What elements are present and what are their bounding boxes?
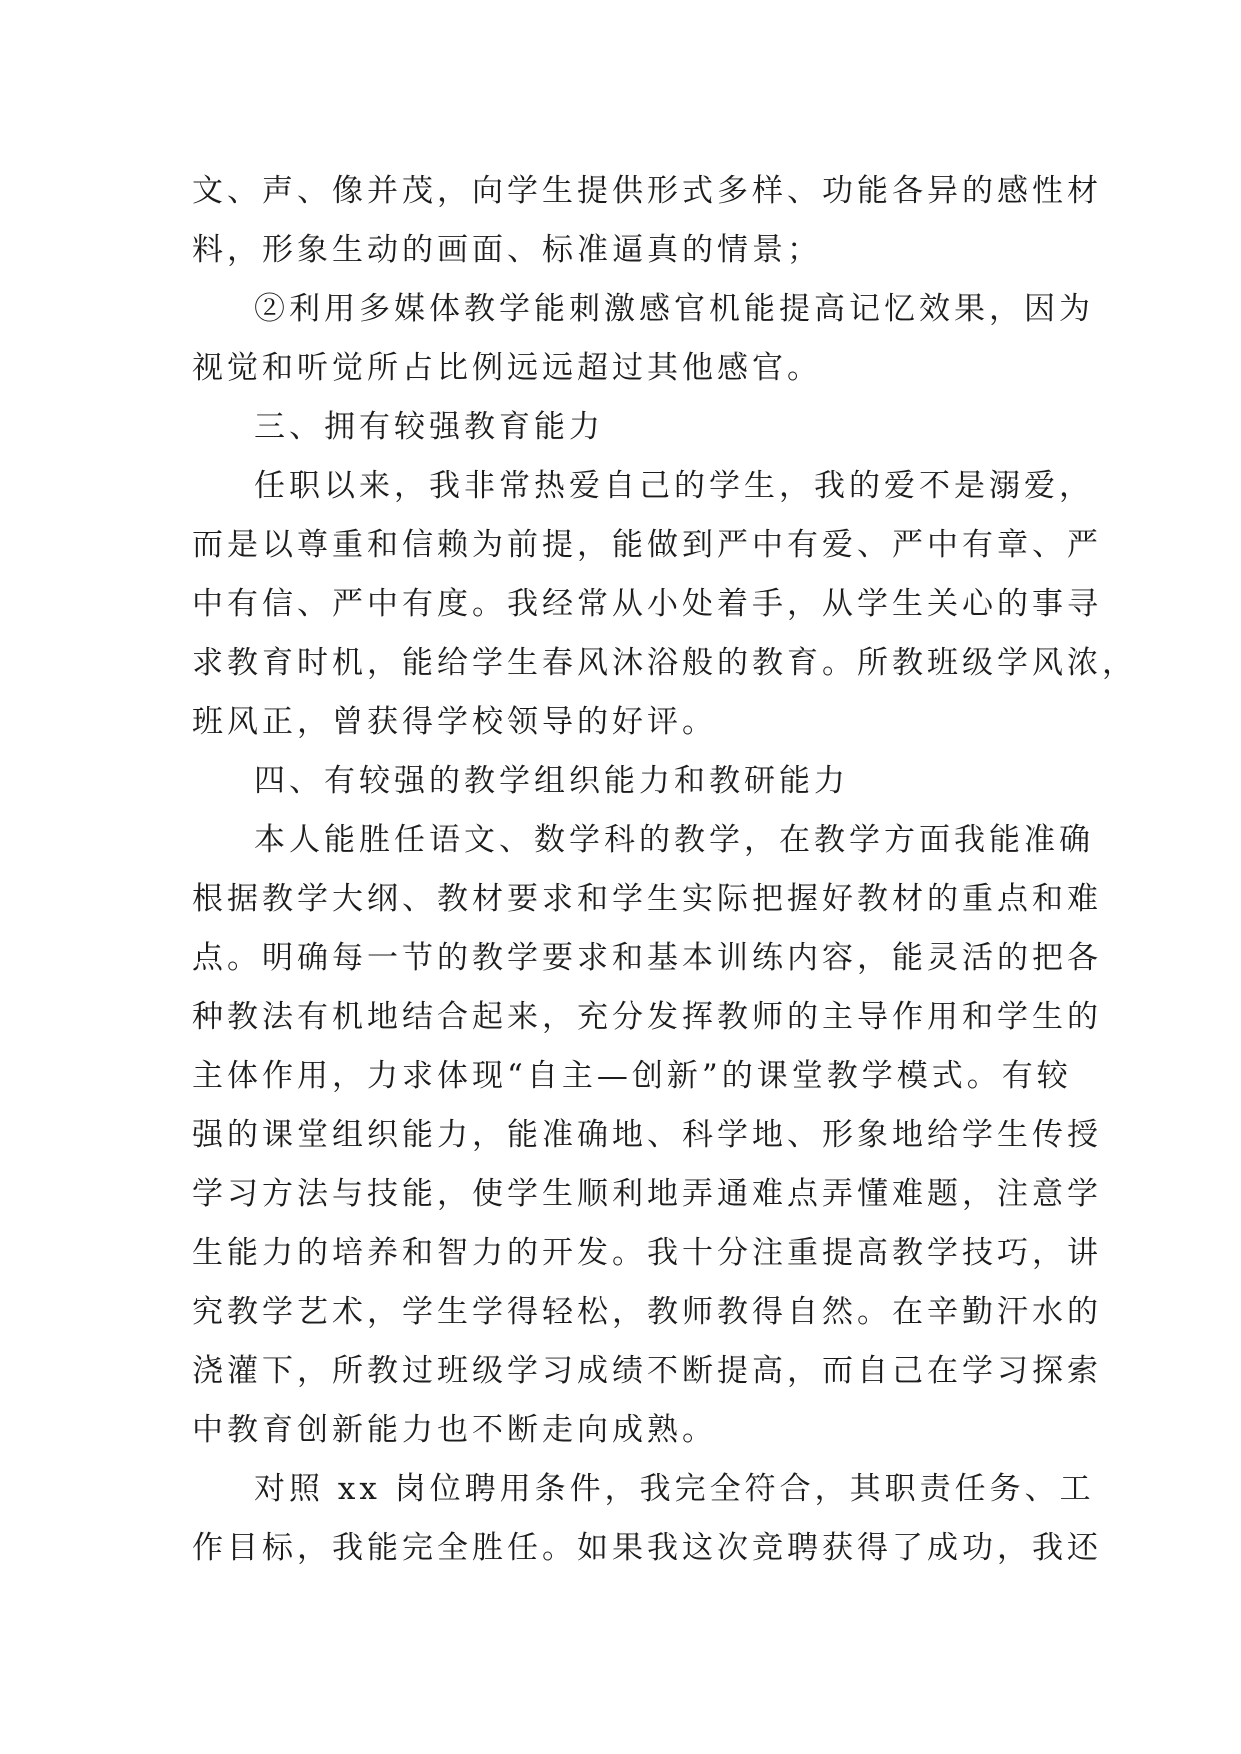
- text-line: 中有信、严中有度。我经常从小处着手，从学生关心的事寻: [192, 586, 1102, 622]
- text-line: 浇灌下，所教过班级学习成绩不断提高，而自己在学习探索: [192, 1353, 1102, 1389]
- section-heading: 四、有较强的教学组织能力和教研能力: [254, 763, 849, 799]
- text-line: 中教育创新能力也不断走向成熟。: [192, 1412, 717, 1448]
- text-line: ②利用多媒体教学能刺激感官机能提高记忆效果，因为: [254, 291, 1094, 327]
- text-line: 生能力的培养和智力的开发。我十分注重提高教学技巧，讲: [192, 1235, 1102, 1271]
- text-line: 作目标，我能完全胜任。如果我这次竞聘获得了成功，我还: [192, 1530, 1102, 1566]
- text-line: 根据教学大纲、教材要求和学生实际把握好教材的重点和难: [192, 881, 1102, 917]
- text-line: 文、声、像并茂，向学生提供形式多样、功能各异的感性材: [192, 173, 1102, 209]
- text-line: 而是以尊重和信赖为前提，能做到严中有爱、严中有章、严: [192, 527, 1102, 563]
- text-line: 究教学艺术，学生学得轻松，教师教得自然。在辛勤汗水的: [192, 1294, 1102, 1330]
- text-line: 点。明确每一节的教学要求和基本训练内容，能灵活的把各: [192, 940, 1102, 976]
- text-line: 求教育时机，能给学生春风沐浴般的教育。所教班级学风浓，: [192, 645, 1137, 681]
- text-line: 视觉和听觉所占比例远远超过其他感官。: [192, 350, 822, 386]
- text-line: 本人能胜任语文、数学科的教学，在教学方面我能准确: [254, 822, 1094, 858]
- text-line: 班风正，曾获得学校领导的好评。: [192, 704, 717, 740]
- text-line: 主体作用，力求体现“自主—创新”的课堂教学模式。有较: [192, 1058, 1072, 1094]
- text-line: 强的课堂组织能力，能准确地、科学地、形象地给学生传授: [192, 1117, 1102, 1153]
- text-line: 种教法有机地结合起来，充分发挥教师的主导作用和学生的: [192, 999, 1102, 1035]
- text-line: 对照 xx 岗位聘用条件，我完全符合，其职责任务、工: [254, 1471, 1095, 1507]
- section-heading: 三、拥有较强教育能力: [254, 409, 604, 445]
- text-line: 学习方法与技能，使学生顺利地弄通难点弄懂难题，注意学: [192, 1176, 1102, 1212]
- text-line: 料，形象生动的画面、标准逼真的情景；: [192, 232, 822, 268]
- text-line: 任职以来，我非常热爱自己的学生，我的爱不是溺爱，: [254, 468, 1094, 504]
- document-body: [192, 162, 1137, 1578]
